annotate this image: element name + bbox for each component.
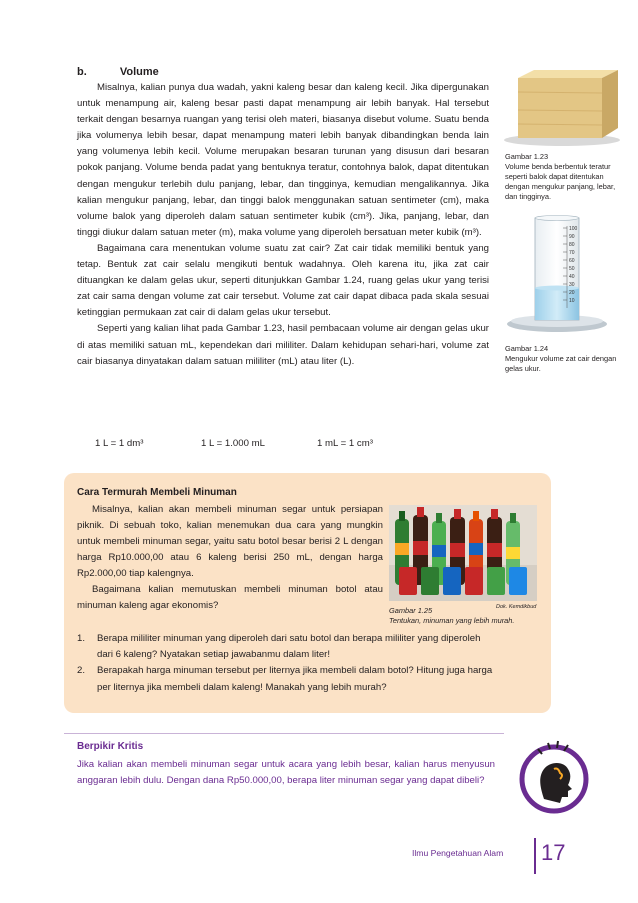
formula: 1 L = 1.000 mL — [201, 438, 265, 449]
section-title: Volume — [119, 66, 159, 78]
figure-label: Gambar 1.25 — [389, 606, 433, 615]
figure-caption: Volume benda berbentuk teratur seperti balok dapat ditentukan dengan mengukur panjang, lebar, dan tingginya. — [505, 162, 616, 201]
section-letter: b. — [77, 66, 87, 78]
scale-label: 40 — [569, 274, 575, 280]
figure-caption: Mengukur volume zat cair dengan gelas ukur. — [505, 354, 617, 373]
list-item — [77, 631, 499, 663]
scale-label: 80 — [569, 242, 575, 248]
section-heading — [77, 66, 159, 78]
wooden-block-image — [500, 60, 625, 150]
box-title: Cara Termurah Membeli Minuman — [77, 487, 237, 498]
scale-label: 10 — [569, 298, 575, 304]
question-text: Berapa mililiter minuman yang diperoleh dari satu botol dan berapa mililiter yang diperoleh dari 6 kaleng? Nyatakan setiap jawabanmu dalam liter! — [97, 633, 481, 661]
scale-label: 70 — [569, 250, 575, 256]
box-text — [77, 502, 383, 614]
kritis-text: Jika kalian akan membeli minuman segar untuk acara yang lebih besar, kalian harus menyusun anggaran lebih dulu. Dengan dana Rp50.000,00, berapa liter minuman segar yang dapat dibeli? — [77, 759, 495, 787]
thinking-head-icon — [518, 735, 590, 815]
kritis-title: Berpikir Kritis — [77, 741, 144, 752]
footer-divider — [534, 838, 536, 874]
page-number: 17 — [541, 840, 566, 865]
scale-label: 30 — [569, 282, 575, 288]
photo-credit: Dok. Kemdikbud — [496, 604, 537, 610]
formula: 1 mL = 1 cm³ — [317, 438, 373, 449]
formula: 1 L = 1 dm³ — [95, 438, 144, 449]
list-item — [77, 663, 499, 695]
question-list — [77, 631, 499, 696]
paragraph: Bagaimana kalian memutuskan membeli minuman botol atau minuman kaleng agar ekonomis? — [77, 584, 383, 611]
question-number: 2. — [77, 665, 86, 677]
figure-caption: Tentukan, minuman yang lebih murah. — [389, 616, 515, 625]
figure-label: Gambar 1.24 — [505, 344, 549, 353]
drinks-photo — [389, 505, 537, 601]
scale-label: 50 — [569, 266, 575, 272]
photo-caption — [389, 606, 539, 626]
footer-subject: Ilmu Pengetahuan Alam — [412, 848, 504, 858]
paragraph: Seperti yang kalian lihat pada Gambar 1.23, hasil pembacaan volume air dengan gelas ukur di atas memiliki satuan mL, kependekan dari mililiter. Dalam kehidupan sehari-hari, volume zat cair biasanya dinyatakan dalam satuan mililiter (mL) atau liter (L). — [77, 323, 489, 367]
scale-label: 90 — [569, 234, 575, 240]
unit-formulas — [95, 438, 495, 452]
paragraph: Bagaimana cara menentukan volume suatu zat cair? Zat cair tidak memiliki bentuk yang tetap. Bentuk zat cair selalu mengikuti bentuk wadahnya. Oleh karena itu, jika zat cair dituangkan ke dalam gelas ukur, seperti ditunjukkan Gambar 1.24, ruang gelas ukur yang terisi zat cair sama dengan volume zat cair tersebut. Volume zat cair dapat dibaca pada skala sesuai ketinggian permukaan zat cair di dalam gelas ukur tersebut. — [77, 242, 489, 319]
paragraph: Misalnya, kalian akan membeli minuman segar untuk persiapan piknik. Di sebuah toko, kalian menemukan dua cara yang mungkin untuk membeli minuman segar, yaitu satu botol besar berisi 2 L dengan harga Rp10.000,00 atau 6 kaleng berisi 250 mL, dengan harga Rp2.000,00 tiap kalengnya. — [77, 504, 383, 579]
figure-label: Gambar 1.23 — [505, 152, 549, 161]
scale-label: 20 — [569, 290, 575, 296]
figure-1-23-caption — [505, 152, 625, 202]
question-text: Berapakah harga minuman tersebut per liternya jika membeli dalam botol? Hitung juga harga per liternya jika membeli dalam kaleng! Manakah yang lebih murah? — [97, 665, 493, 693]
divider — [64, 733, 504, 734]
scale-label: 100 — [569, 226, 578, 232]
scale-label: 60 — [569, 258, 575, 264]
measuring-cylinder-image — [505, 210, 615, 335]
main-text — [77, 80, 489, 370]
question-number: 1. — [77, 633, 86, 644]
figure-1-24-caption — [505, 344, 625, 374]
paragraph: Misalnya, kalian punya dua wadah, yakni kaleng besar dan kaleng kecil. Jika dipergunakan untuk menampung air, kaleng besar pasti dapat menampung air lebih banyak. Hal tersebut terkait dengan besarnya ruangan yang terisi oleh materi, biasanya disebut volume. Suatu benda jika volumenya lebih besar, dapat menampung materi lebih banyak dibandingkan benda lain yang volumenya lebih kecil. Volume merupakan besaran turunan yang disusun dari besaran pokok panjang. Volume benda padat yang bentuknya teratur, contohnya balok, dapat ditentukan dengan mengukur terlebih dulu panjang, lebar, dan tingginya, kemudian mengalikannya. Jika kalian mengukur panjang, lebar, dan tinggi balok menggunakan satuan sentimeter (cm), maka volume balok yang diperoleh dalam satuan sentimeter kubik (cm³). Jika, panjang, lebar, dan tinggi diukur dalam satuan meter (m), maka volume yang diperoleh bersatuan meter kubik (m³). — [77, 82, 489, 238]
